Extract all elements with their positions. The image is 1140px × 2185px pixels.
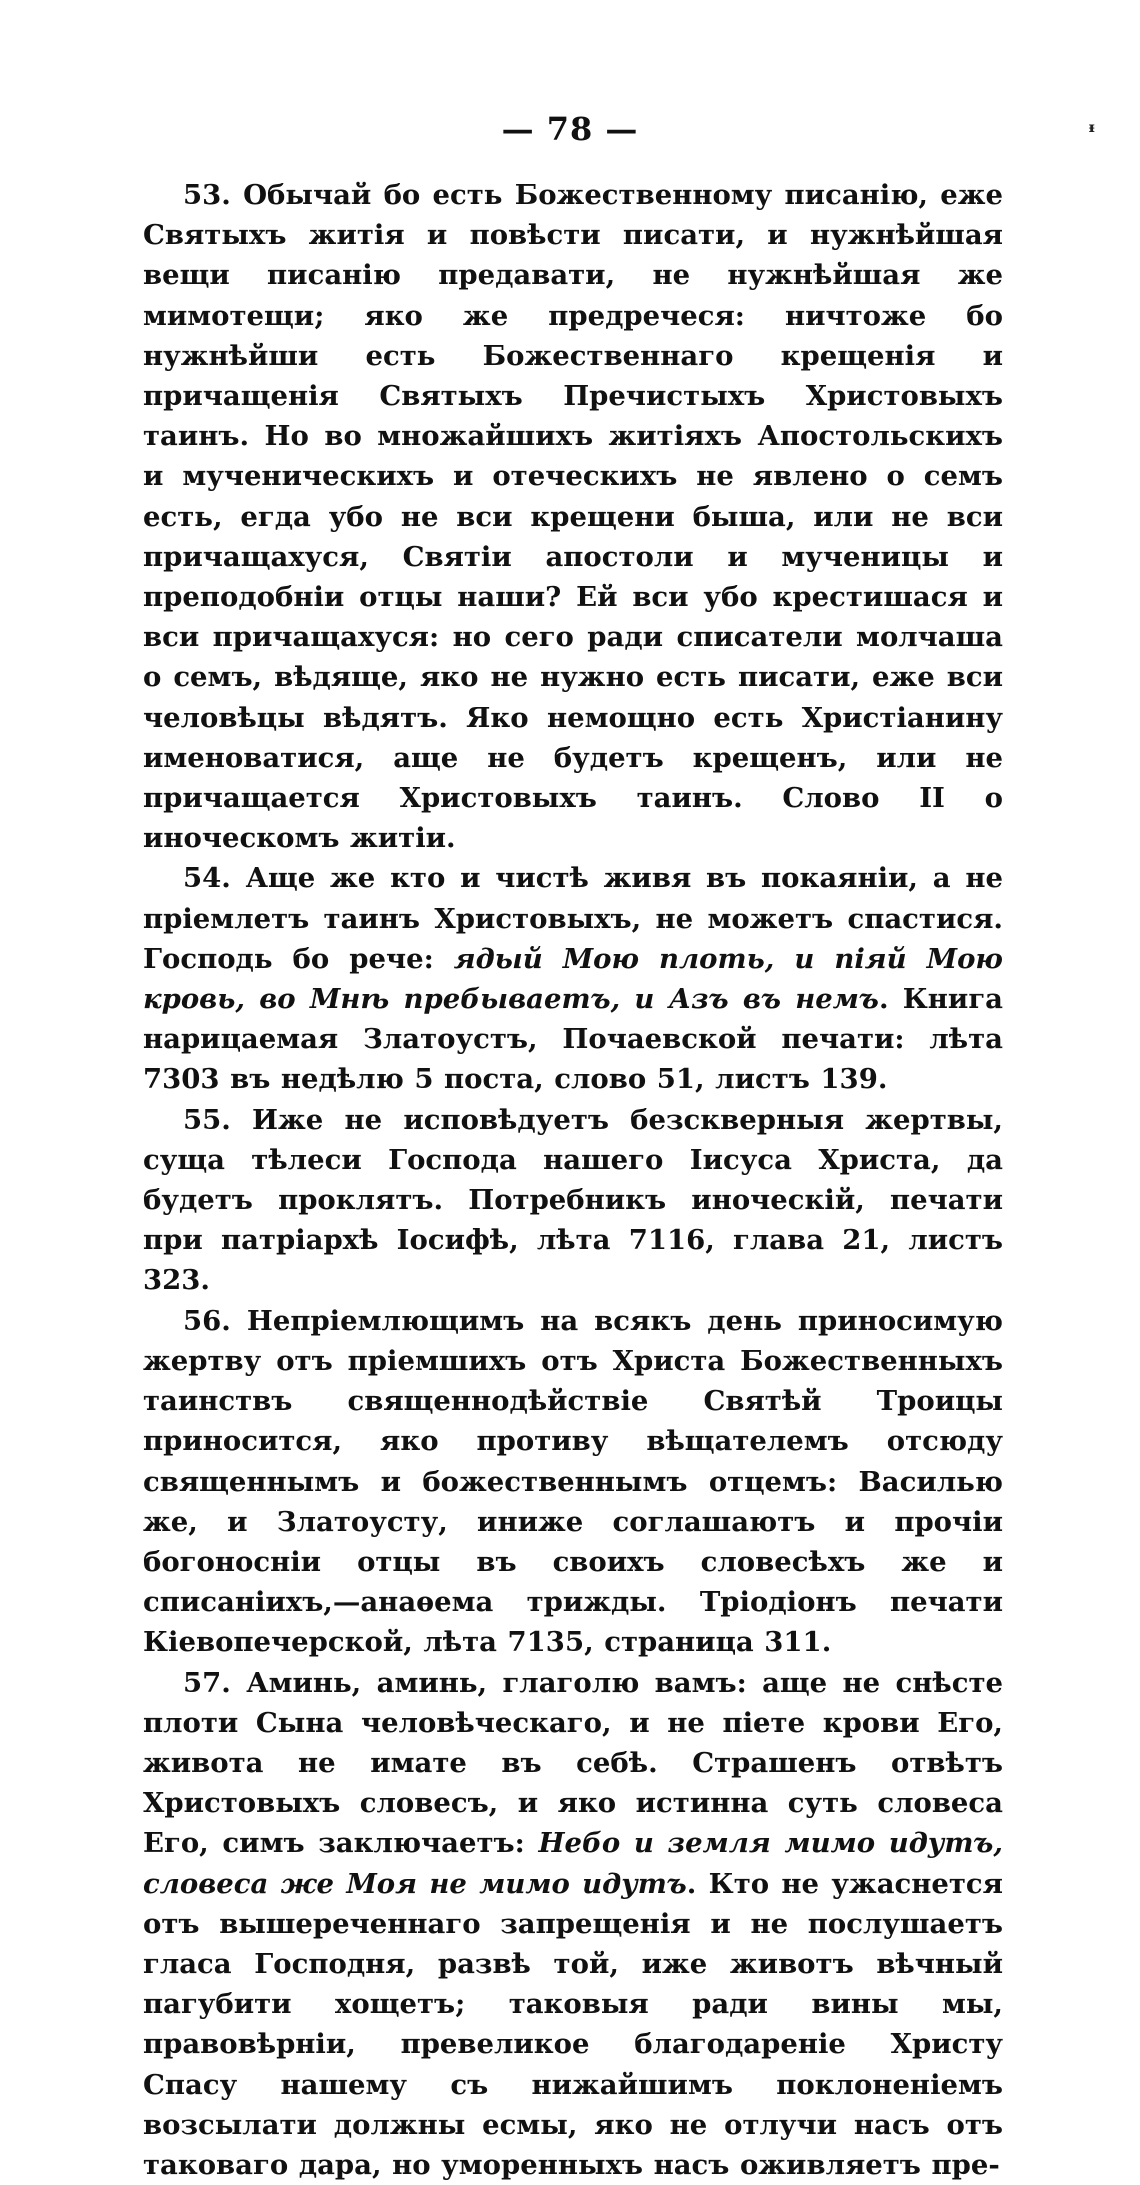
paragraph-57-text: 57. Аминь, аминь, глаголю вамъ: аще не снѣсте плоти Сына человѣческаго, и не піете крови Его, живота не имате въ себѣ. Страшенъ отвѣтъ Христовыхъ словесъ, и яко истинна суть словеса Его, симъ заключаетъ: <box>143 1666 1003 1860</box>
paragraph-54-source: . Книга нарицаемая Златоустъ, Почаевской печати: лѣта 7303 въ недѣлю 5 поста, слово 51, листъ 139. <box>143 983 1003 1096</box>
paragraph-57-continuation: . Кто не ужаснется отъ вышереченнаго запрещенія и не послушаетъ гласа Господня, развѣ той, иже животъ вѣчный пагубити хощетъ; таковыя ради вины мы, правовѣрніи, превеликое благодареніе Христу Спасу нашему съ нижайшимъ поклоненіемъ возсылати должны есмы, яко не отлучи насъ отъ таковаго дара, но уморенныхъ насъ оживляетъ пре- <box>143 1867 1003 2181</box>
paragraph-53: 53. Обычай бо есть Божественному писанію, еже Святыхъ житія и повѣсти писати, и нужнѣйшая вещи писанію предавати, не нужнѣйшая же мимотещи; яко же предречеся: ничтоже бо нужнѣйши есть Божественнаго крещенія и причащенія Святыхъ Пречистыхъ Христовыхъ таинъ. Но во множайшихъ житіяхъ Апостольскихъ и мученическихъ и отеческихъ не явлено о семъ есть, егда убо не вси крещени быша, или не вси причащахуся, Святіи апостоли и мученицы и преподобніи отцы наши? Ей вси убо крестишася и вси причащахуся: но сего ради списатели молчаша о семъ, вѣдяще, яко не нужно есть писати, еже вси человѣцы вѣдятъ. Яко немощно есть Христіанину именоватися, аще не будетъ крещенъ, или не причащается Христовыхъ таинъ. Слово II о иноческомъ житіи. <box>143 179 1003 855</box>
margin-mark: ᶧ <box>1088 118 1096 148</box>
paragraph-57 <box>143 1663 1003 2185</box>
paragraph-54 <box>143 858 1003 1099</box>
text-body <box>143 175 1003 2185</box>
paragraph-54-text: 54. Аще же кто и чистѣ живя въ покаяніи, а не пріемлетъ таинъ Христовыхъ, не можетъ спастися. Господь бо рече: <box>143 862 1003 975</box>
paragraph-55: 55. Иже не исповѣдуетъ безскверныя жертвы, суща тѣлеси Господа нашего Іисуса Христа, да будетъ проклятъ. Потребникъ иноческій, печати при патріархѣ Іосифѣ, лѣта 7116, глава 21, листъ 323. <box>143 1103 1003 1297</box>
page-number: — 78 — <box>501 110 639 148</box>
paragraph-57-quote: Небо и земля мимо идутъ, словеса же Моя не мимо идутъ <box>143 1827 1003 1900</box>
paragraph-54-quote: ядый Мою плоть, и піяй Мою кровь, во Мнѣ пребываетъ, и Азъ въ немъ <box>143 942 1003 1016</box>
paragraph-56: 56. Непріемлющимъ на всякъ день приносимую жертву отъ пріемшихъ отъ Христа Божественныхъ таинствъ священнодѣйствіе Святѣй Троицы приносится, яко противу вѣщателемъ отсюду священнымъ и божественнымъ отцемъ: Василью же, и Златоусту, иниже соглашаютъ и прочіи богоносніи отцы въ своихъ словесѣхъ же и списаніихъ,—анаѳема трижды. Тріодіонъ печати Кіевопечерской, лѣта 7135, страница 311. <box>143 1304 1003 1659</box>
